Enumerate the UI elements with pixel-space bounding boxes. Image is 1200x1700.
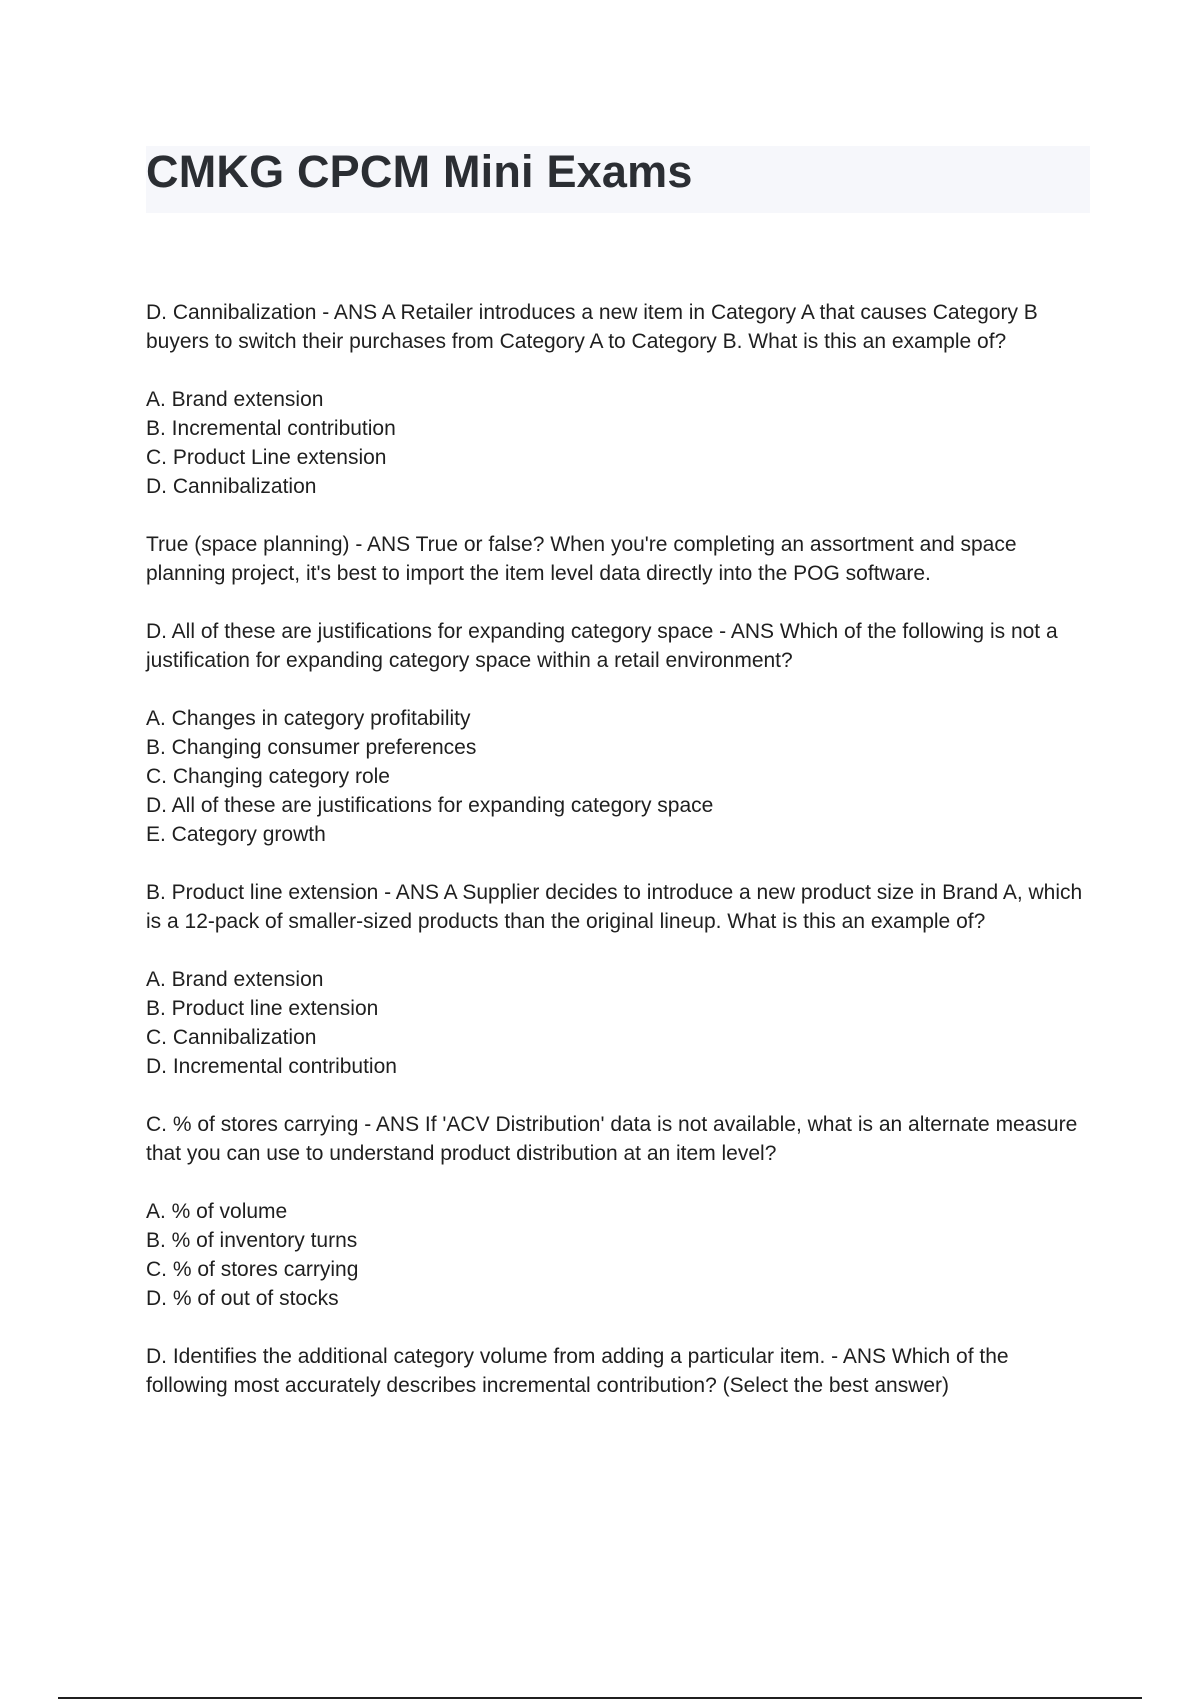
option: A. Changes in category profitability (146, 707, 471, 730)
option-list (146, 385, 1090, 501)
qa-text: D. All of these are justifications for expanding category space - ANS Which of the following is not a justification for expanding category space within a retail environment? (146, 620, 1058, 672)
option: B. % of inventory turns (146, 1229, 358, 1252)
qa-text: C. % of stores carrying - ANS If 'ACV Distribution' data is not available, what is an alternate measure that you can use to understand product distribution at an item level? (146, 1113, 1078, 1165)
option: B. Incremental contribution (146, 417, 396, 440)
qa-list (146, 298, 1090, 1429)
qa-text: D. Identifies the additional category volume from adding a particular item. - ANS Which of the following most accurately describes incremental contribution? (Select the best answer) (146, 1345, 1009, 1397)
option-list (146, 965, 1090, 1081)
qa-item (146, 1110, 1090, 1313)
page-title: CMKG CPCM Mini Exams (146, 146, 693, 197)
option: D. All of these are justifications for expanding category space (146, 794, 714, 817)
option-list (146, 1197, 1090, 1313)
option-list (146, 704, 1090, 849)
option: D. % of out of stocks (146, 1287, 339, 1310)
option: A. Brand extension (146, 388, 324, 411)
option: D. Cannibalization (146, 475, 317, 498)
option: A. Brand extension (146, 968, 324, 991)
qa-text: True (space planning) - ANS True or false? When you're completing an assortment and space planning project, it's best to import the item level data directly into the POG software. (146, 533, 1017, 585)
qa-text: B. Product line extension - ANS A Supplier decides to introduce a new product size in Brand A, which is a 12-pack of smaller-sized products than the original lineup. What is this an example of? (146, 881, 1083, 933)
option: B. Product line extension (146, 997, 379, 1020)
option: C. % of stores carrying (146, 1258, 359, 1281)
option: C. Changing category role (146, 765, 390, 788)
option: A. % of volume (146, 1200, 288, 1223)
qa-item (146, 530, 1090, 588)
option: D. Incremental contribution (146, 1055, 397, 1078)
footer-divider (58, 1697, 1142, 1699)
option: E. Category growth (146, 823, 326, 846)
qa-text: D. Cannibalization - ANS A Retailer introduces a new item in Category A that causes Category B buyers to switch their purchases from Category A to Category B. What is this an example of? (146, 301, 1038, 353)
option: C. Product Line extension (146, 446, 387, 469)
option: C. Cannibalization (146, 1026, 317, 1049)
qa-item (146, 617, 1090, 849)
qa-item (146, 1342, 1090, 1400)
qa-item (146, 878, 1090, 1081)
option: B. Changing consumer preferences (146, 736, 477, 759)
qa-item (146, 298, 1090, 501)
